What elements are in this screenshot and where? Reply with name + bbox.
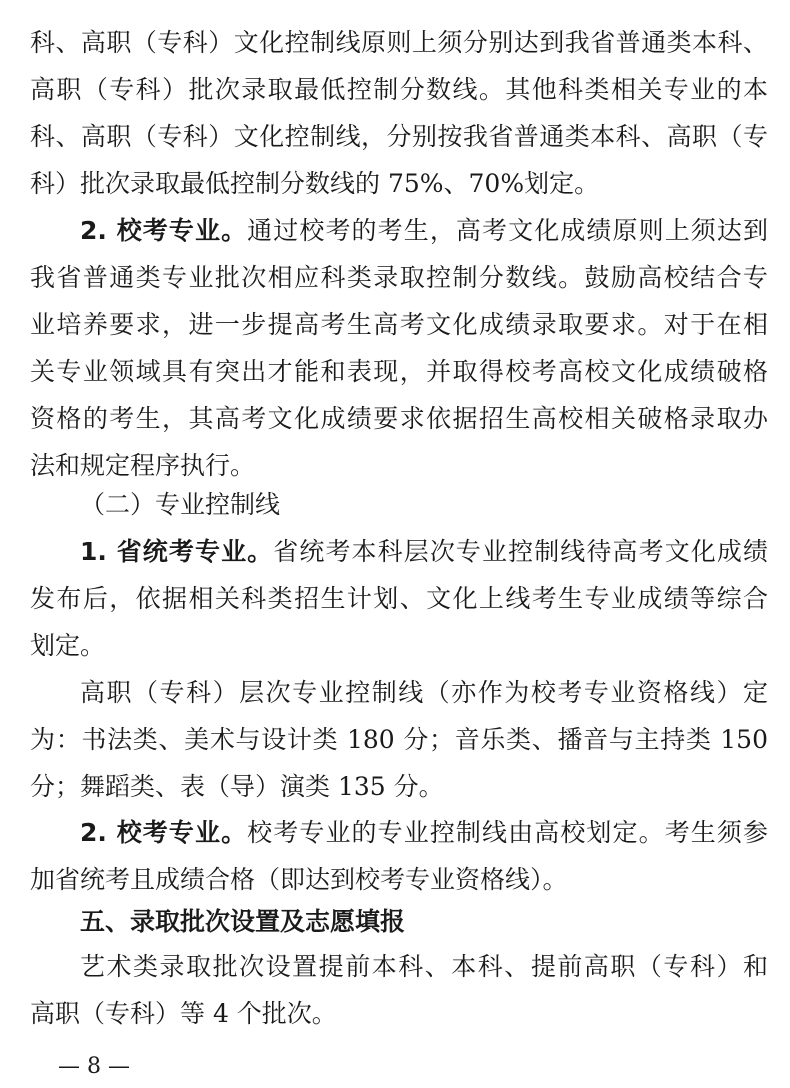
paragraph-line: 科、高职（专科）文化控制线原则上须分别达到我省普通类本科、 (30, 28, 768, 57)
paragraph-line: 关专业领域具有突出才能和表现，并取得校考高校文化成绩破格 (30, 357, 768, 386)
item-label: 1. 省统考专业。 (80, 537, 274, 566)
item-label: 2. 校考专业。 (80, 818, 248, 847)
paragraph-line: 高职（专科）批次录取最低控制分数线。其他科类相关专业的本 (30, 75, 768, 104)
paragraph-line: 业培养要求，进一步提高考生高考文化成绩录取要求。对于在相 (30, 310, 768, 339)
paragraph-line: 高职（专科）等 4 个批次。 (30, 999, 337, 1028)
paragraph-text: 通过校考的考生，高考文化成绩原则上须达到 (247, 216, 768, 245)
paragraph-first-line (80, 207, 768, 255)
item-label: 2. 校考专业。 (80, 216, 248, 245)
paragraph-line: 高职（专科）层次专业控制线（亦作为校考专业资格线）定 (80, 678, 768, 707)
paragraph-line: 法和规定程序执行。 (30, 451, 256, 480)
paragraph-text: 省统考本科层次专业控制线待高考文化成绩 (273, 537, 768, 566)
paragraph-text: 校考专业的专业控制线由高校划定。考生须参 (247, 818, 768, 847)
subheading: （二）专业控制线 (80, 490, 281, 519)
paragraph-line: 我省普通类专业批次相应科类录取控制分数线。鼓励高校结合专 (30, 263, 768, 292)
paragraph-line: 资格的考生，其高考文化成绩要求依据招生高校相关破格录取办 (30, 404, 768, 433)
paragraph-line: 为：书法类、美术与设计类 180 分；音乐类、播音与主持类 150 (30, 725, 768, 754)
paragraph-line: 分；舞蹈类、表（导）演类 135 分。 (30, 772, 444, 801)
paragraph-first-line (80, 809, 768, 857)
paragraph-line: 划定。 (30, 631, 106, 660)
paragraph-line: 科、高职（专科）文化控制线，分别按我省普通类本科、高职（专 (30, 122, 768, 151)
page-number: — 8 — (58, 1054, 130, 1079)
paragraph-first-line (80, 528, 768, 576)
section-heading: 五、录取批次设置及志愿填报 (80, 907, 406, 936)
paragraph-line: 艺术类录取批次设置提前本科、本科、提前高职（专科）和 (80, 952, 768, 981)
paragraph-line: 发布后，依据相关科类招生计划、文化上线考生专业成绩等综合 (30, 584, 768, 613)
paragraph-line: 科）批次录取最低控制分数线的 75%、70%划定。 (30, 169, 600, 198)
paragraph-line: 加省统考且成绩合格（即达到校考专业资格线）。 (30, 865, 568, 894)
